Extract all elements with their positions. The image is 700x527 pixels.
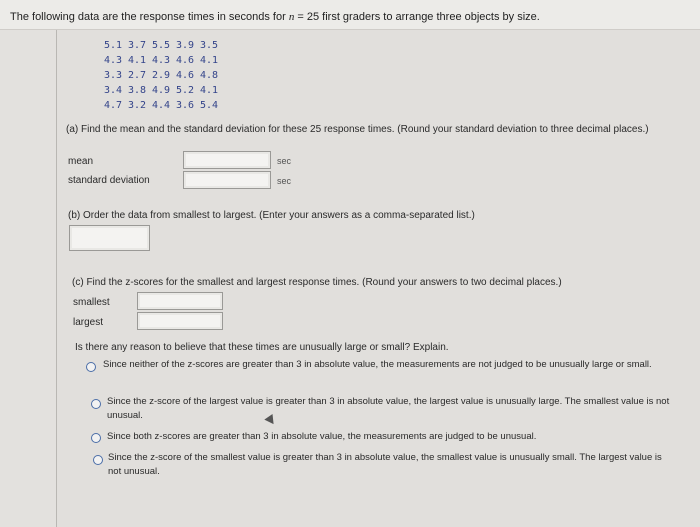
data-value: 3.2 <box>128 100 147 111</box>
data-value: 4.6 <box>176 70 195 81</box>
data-value: 3.4 <box>104 85 123 96</box>
part-d-question: Is there any reason to believe that these times are unusually large or small? Explain. <box>75 342 449 353</box>
option-2-radio[interactable] <box>91 399 101 409</box>
data-value: 4.3 <box>104 55 123 66</box>
part-c-question: (c) Find the z-scores for the smallest and largest response times. (Round your answers to two decimal places.) <box>72 277 562 288</box>
data-value: 4.8 <box>200 70 219 81</box>
data-value: 4.1 <box>200 55 219 66</box>
problem-statement-end: = 25 first graders to arrange three objects by size. <box>294 11 540 23</box>
data-value: 4.7 <box>104 100 123 111</box>
smallest-label: smallest <box>73 297 110 308</box>
data-value: 4.6 <box>176 55 195 66</box>
problem-statement <box>10 11 540 23</box>
sample-size-variable: n <box>288 11 295 23</box>
data-value: 4.1 <box>200 85 219 96</box>
mean-input[interactable] <box>183 151 271 169</box>
data-value: 5.1 <box>104 40 123 51</box>
problem-statement-start: The following data are the response times in seconds for <box>10 11 289 23</box>
option-3-text[interactable]: Since both z-scores are greater than 3 in absolute value, the measurements are judged to be unusual. <box>107 431 537 442</box>
option-2-text[interactable]: Since the z-score of the largest value is greater than 3 in absolute value, the largest value is unusually large. The smallest value is not unusual. <box>107 396 670 421</box>
option-3-radio[interactable] <box>91 433 101 443</box>
data-value: 5.4 <box>200 100 219 111</box>
data-value: 2.7 <box>128 70 147 81</box>
data-value: 4.1 <box>128 55 147 66</box>
part-b-question: (b) Order the data from smallest to largest. (Enter your answers as a comma-separated list.) <box>68 210 475 221</box>
option-1-text[interactable]: Since neither of the z-scores are greater than 3 in absolute value, the measurements are not judged to be unusually large or small. <box>103 359 652 370</box>
ordered-data-input[interactable] <box>69 225 150 251</box>
option-1-radio[interactable] <box>86 362 96 372</box>
data-value: 4.9 <box>152 85 171 96</box>
data-value: 3.5 <box>200 40 219 51</box>
data-value: 3.3 <box>104 70 123 81</box>
option-4-text[interactable]: Since the z-score of the smallest value is greater than 3 in absolute value, the smallest value is unusually small. The largest value is not unusual. <box>108 452 662 477</box>
mean-label: mean <box>68 156 94 167</box>
data-row <box>104 38 224 53</box>
mean-unit: sec <box>277 156 292 166</box>
data-value: 4.3 <box>152 55 171 66</box>
smallest-zscore-input[interactable] <box>137 292 223 310</box>
data-value: 5.5 <box>152 40 171 51</box>
data-row <box>104 83 224 98</box>
sd-input[interactable] <box>183 171 271 189</box>
data-value: 3.7 <box>128 40 147 51</box>
data-row <box>104 98 224 113</box>
part-a-question: (a) Find the mean and the standard deviation for these 25 response times. (Round your standard deviation to three decimal places.) <box>66 124 649 135</box>
data-value: 2.9 <box>152 70 171 81</box>
largest-label: largest <box>73 317 104 328</box>
sd-unit: sec <box>277 176 292 186</box>
data-table <box>104 38 224 113</box>
data-value: 4.4 <box>152 100 171 111</box>
data-value: 3.6 <box>176 100 195 111</box>
sd-label: standard deviation <box>68 175 150 186</box>
data-value: 3.8 <box>128 85 147 96</box>
data-value: 3.9 <box>176 40 195 51</box>
largest-zscore-input[interactable] <box>137 312 223 330</box>
data-row <box>104 68 224 83</box>
data-row <box>104 53 224 68</box>
data-value: 5.2 <box>176 85 195 96</box>
option-4-radio[interactable] <box>93 455 103 465</box>
